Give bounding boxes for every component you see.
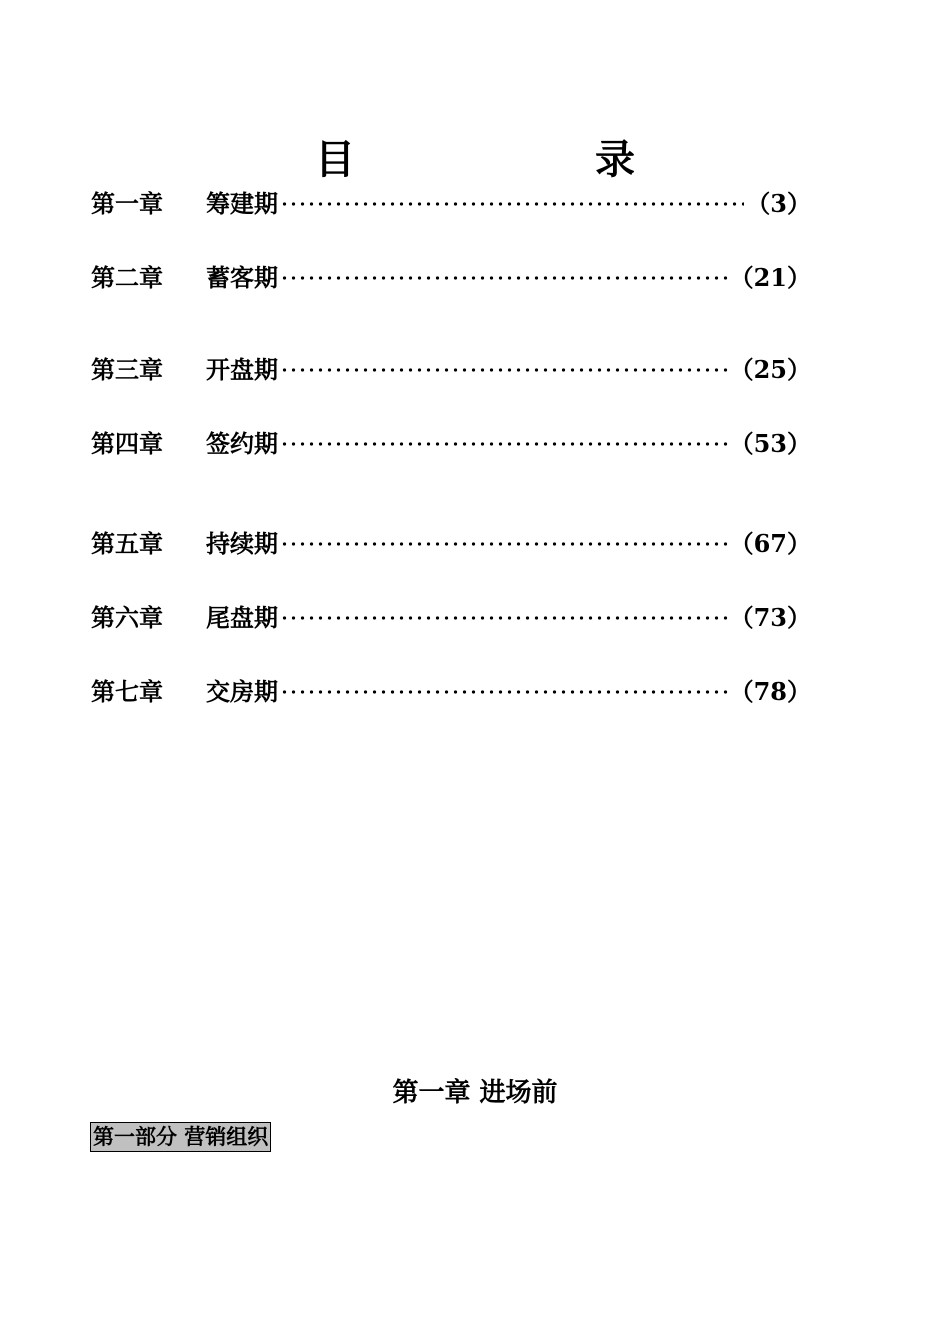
toc-chapter: 第六章 <box>91 602 163 632</box>
toc-dot-leader <box>280 677 728 701</box>
toc-name: 筹建期 <box>206 188 278 218</box>
toc-dot-leader <box>280 189 744 213</box>
toc-entry <box>91 184 811 218</box>
toc-dot-leader <box>280 603 728 627</box>
toc-dot-leader <box>280 529 728 553</box>
toc-entry <box>91 598 811 632</box>
toc-entry <box>91 424 811 458</box>
toc-name: 开盘期 <box>206 354 278 384</box>
toc-page-number: （53） <box>729 428 811 458</box>
toc-page-number: （3） <box>746 188 811 218</box>
toc-chapter: 第三章 <box>91 354 163 384</box>
toc-chapter: 第四章 <box>91 428 163 458</box>
toc-name: 尾盘期 <box>206 602 278 632</box>
toc-name: 交房期 <box>206 676 278 706</box>
section-label: 第一部分 营销组织 <box>90 1122 271 1152</box>
toc-page-number: （67） <box>729 528 811 558</box>
toc-entry <box>91 350 811 384</box>
toc-chapter: 第一章 <box>91 188 163 218</box>
toc-page-number: （78） <box>729 676 811 706</box>
toc-name: 签约期 <box>206 428 278 458</box>
toc-chapter: 第七章 <box>91 676 163 706</box>
toc-dot-leader <box>280 263 728 287</box>
chapter-heading: 第一章 进场前 <box>392 1078 558 1108</box>
toc-page-number: （25） <box>729 354 811 384</box>
toc-dot-leader <box>280 355 728 379</box>
toc-chapter: 第五章 <box>91 528 163 558</box>
toc-page-number: （73） <box>729 602 811 632</box>
toc-entry <box>91 258 811 292</box>
toc-entry <box>91 524 811 558</box>
toc-name: 持续期 <box>206 528 278 558</box>
toc-chapter: 第二章 <box>91 262 163 292</box>
toc-dot-leader <box>280 429 728 453</box>
page-title: 目 录 <box>315 136 735 183</box>
toc-entry <box>91 672 811 706</box>
toc-page-number: （21） <box>729 262 811 292</box>
toc-name: 蓄客期 <box>206 262 278 292</box>
